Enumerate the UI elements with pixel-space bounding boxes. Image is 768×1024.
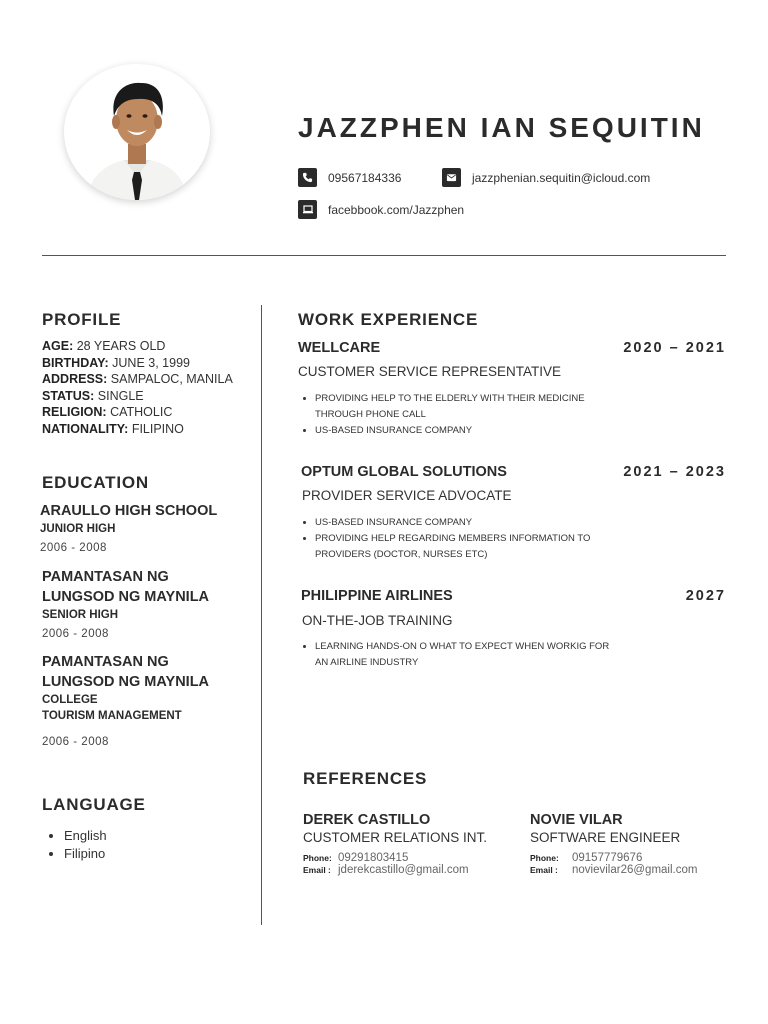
education-level: JUNIOR HIGH bbox=[40, 523, 116, 535]
profile-religion: RELIGION: CATHOLIC bbox=[42, 405, 173, 419]
work-experience-heading: WORK EXPERIENCE bbox=[298, 310, 479, 329]
reference-name: NOVIE VILAR bbox=[530, 812, 623, 828]
job-years: 2020 – 2021 bbox=[623, 340, 726, 356]
reference-card bbox=[303, 812, 487, 876]
education-entry-1 bbox=[40, 501, 217, 554]
phone-contact bbox=[298, 168, 401, 187]
language-list bbox=[42, 827, 107, 863]
school-name: ARAULLO HIGH SCHOOL bbox=[40, 503, 218, 519]
reference-card bbox=[530, 812, 697, 876]
reference-name: DEREK CASTILLO bbox=[303, 812, 431, 828]
profile-status: STATUS: SINGLE bbox=[42, 388, 144, 403]
job-bullet: • PROVIDING HELP TO THE ELDERLY WITH THEIR MEDICINE THROUGH PHONE CALL bbox=[315, 391, 615, 423]
laptop-icon bbox=[298, 200, 317, 219]
school-name-line1: PAMANTASAN NG bbox=[42, 569, 169, 585]
education-heading: EDUCATION bbox=[42, 473, 149, 492]
job-role: ON-THE-JOB TRAINING bbox=[302, 613, 453, 628]
job-bullet: • LEARNING HANDS-ON O WHAT TO EXPECT WHEN WORKIG FOR AN AIRLINE INDUSTRY bbox=[315, 639, 615, 671]
reference-phone: Phone: 09291803415 bbox=[303, 852, 409, 864]
job-years: 2021 – 2023 bbox=[623, 464, 726, 480]
phone-icon bbox=[298, 168, 317, 187]
job-bullet: • PROVIDING HELP REGARDING MEMBERS INFORMATION TO PROVIDERS (DOCTOR, NURSES ETC) bbox=[315, 531, 615, 563]
applicant-name: JAZZPHEN IAN SEQUITIN bbox=[298, 112, 705, 143]
job-bullet: • US-BASED INSURANCE COMPANY bbox=[315, 423, 615, 439]
job-company: PHILIPPINE AIRLINES bbox=[301, 588, 453, 604]
header-divider bbox=[42, 255, 726, 256]
language-heading: LANGUAGE bbox=[42, 795, 146, 814]
profile-heading: PROFILE bbox=[42, 310, 122, 329]
language-item: • English bbox=[64, 827, 107, 845]
profile-details bbox=[42, 338, 233, 437]
reference-email: Email : jderekcastillo@gmail.com bbox=[303, 864, 469, 876]
education-years: 2006 - 2008 bbox=[42, 736, 109, 748]
references-heading: REFERENCES bbox=[303, 769, 428, 788]
facebook-link[interactable]: facebbook.com/Jazzphen bbox=[328, 202, 465, 217]
job-company: OPTUM GLOBAL SOLUTIONS bbox=[301, 464, 507, 480]
email-contact bbox=[442, 168, 650, 187]
job-bullets bbox=[298, 515, 615, 563]
school-name-line2: LUNGSOD NG MAYNILA bbox=[42, 674, 210, 690]
job-years: 2027 bbox=[685, 588, 726, 604]
school-name-line1: PAMANTASAN NG bbox=[42, 654, 169, 670]
profile-photo bbox=[64, 64, 210, 200]
phone-number: 09567184336 bbox=[328, 170, 402, 185]
job-role: PROVIDER SERVICE ADVOCATE bbox=[302, 488, 512, 503]
profile-address: ADDRESS: SAMPALOC, MANILA bbox=[42, 372, 233, 386]
column-divider bbox=[261, 305, 262, 925]
profile-age: AGE: 28 YEARS OLD bbox=[42, 339, 166, 353]
facebook-contact bbox=[298, 200, 464, 219]
education-level: SENIOR HIGH bbox=[42, 609, 119, 621]
job-bullets bbox=[298, 391, 615, 439]
education-years: 2006 - 2008 bbox=[40, 542, 107, 554]
person-portrait bbox=[64, 64, 210, 200]
profile-birthday: BIRTHDAY: JUNE 3, 1999 bbox=[42, 355, 190, 370]
job-role: CUSTOMER SERVICE REPRESENTATIVE bbox=[298, 364, 562, 379]
education-entry-2 bbox=[42, 567, 209, 640]
email-address[interactable]: jazzphenian.sequitin@icloud.com bbox=[472, 170, 651, 185]
mail-icon bbox=[442, 168, 461, 187]
education-years: 2006 - 2008 bbox=[42, 628, 109, 640]
reference-role: SOFTWARE ENGINEER bbox=[530, 830, 681, 845]
job-bullets bbox=[298, 639, 615, 671]
reference-phone: Phone: 09157779676 bbox=[530, 852, 643, 864]
education-course: TOURISM MANAGEMENT bbox=[42, 710, 182, 722]
reference-email: Email : novievilar26@gmail.com bbox=[530, 864, 698, 876]
education-entry-3 bbox=[42, 652, 209, 748]
profile-nationality: NATIONALITY: FILIPINO bbox=[42, 421, 184, 436]
job-company: WELLCARE bbox=[298, 340, 381, 356]
reference-role: CUSTOMER RELATIONS INT. bbox=[303, 830, 488, 845]
language-item: • Filipino bbox=[64, 845, 107, 863]
education-level: COLLEGE bbox=[42, 694, 98, 706]
school-name-line2: LUNGSOD NG MAYNILA bbox=[42, 589, 210, 605]
job-bullet: • US-BASED INSURANCE COMPANY bbox=[315, 515, 615, 531]
